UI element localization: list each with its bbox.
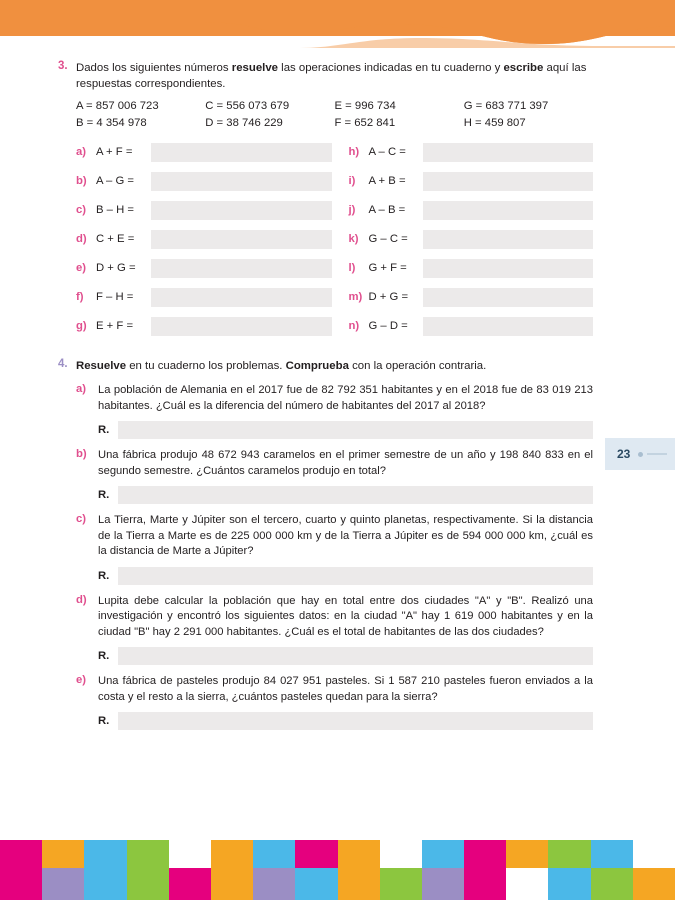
operation-label-n: n) — [348, 320, 360, 332]
operation-row — [76, 228, 332, 250]
operation-answer-input-a[interactable] — [151, 143, 332, 162]
operation-answer-input-l[interactable] — [423, 259, 593, 278]
value-H: H = 459 807 — [463, 116, 526, 129]
strip-block-top — [633, 840, 675, 868]
operation-label-h: h) — [348, 146, 360, 158]
operations-column-right — [348, 141, 593, 344]
strip-column — [591, 840, 633, 900]
operation-label-m: m) — [348, 291, 363, 303]
operation-answer-input-g[interactable] — [151, 317, 332, 336]
exercise-3-instruction-bold2: escribe — [503, 62, 544, 74]
operation-row — [76, 170, 332, 192]
strip-column — [0, 840, 42, 900]
answer-label-d: R. — [98, 650, 110, 662]
strip-column — [295, 840, 337, 900]
strip-block-top — [548, 840, 590, 868]
operation-answer-input-k[interactable] — [423, 230, 593, 249]
operation-label-k: k) — [348, 233, 359, 245]
problem-answer-input-c[interactable] — [118, 567, 593, 585]
strip-column — [422, 840, 464, 900]
exercise-4 — [0, 358, 675, 730]
operation-answer-input-j[interactable] — [423, 201, 593, 220]
answer-label-c: R. — [98, 569, 110, 582]
operation-row — [348, 315, 593, 337]
operation-row — [348, 199, 593, 221]
operation-answer-input-d[interactable] — [151, 230, 332, 249]
strip-block-top — [42, 840, 84, 868]
strip-block-bottom — [295, 868, 337, 900]
operation-row — [348, 286, 593, 308]
given-values-row — [76, 98, 593, 115]
strip-block-bottom — [338, 868, 380, 900]
problem-text-c: La Tierra, Marte y Júpiter son el tercero, cuarto y quinto planetas, respectivamente. Si la distancia de la Tierra a Marte es de 225 000 000 km y de la Tierra a Júpiter es de 594 000 000 km, ¿cuál es la distancia de Marte a Júpiter? — [98, 514, 593, 557]
operation-expression-d: C + E = — [96, 233, 135, 245]
problem-text-a: La población de Alemania en el 2017 fue de 82 792 351 habitantes y en el 2018 fue de 83 019 213 habitantes. ¿Cuál es la diferencia del número de habitantes del 2017 al 2018? — [98, 384, 593, 412]
operation-row — [348, 170, 593, 192]
problem-answer-input-a[interactable] — [118, 421, 593, 439]
answer-label-a: R. — [98, 424, 110, 436]
page-content — [0, 60, 675, 730]
exercise-3-instruction-part2: las operaciones indicadas en tu cuaderno y — [278, 62, 504, 74]
value-G: G = 683 771 397 — [463, 100, 549, 112]
exercise-4-instruction-bold1: Resuelve — [76, 360, 127, 372]
strip-block-top — [253, 840, 295, 868]
strip-block-bottom — [380, 868, 422, 900]
problem-item-d — [76, 594, 593, 666]
operation-row — [348, 141, 593, 163]
value-B: B = 4 354 978 — [76, 116, 147, 129]
problem-answer-row-c — [98, 567, 593, 585]
strip-block-top — [127, 840, 169, 868]
strip-block-bottom — [169, 868, 211, 900]
operation-row — [348, 228, 593, 250]
page-number: 23 — [617, 447, 631, 461]
strip-column — [338, 840, 380, 900]
operation-expression-c: B – H = — [96, 204, 134, 216]
exercise-3-instruction-part3: aquí las respuestas correspondientes. — [76, 62, 587, 90]
operation-label-i: i) — [348, 175, 356, 187]
operations-grid — [76, 141, 593, 344]
exercise-4-instruction-part2: con la operación contraria. — [348, 360, 487, 372]
operations-column-left — [76, 141, 332, 344]
exercise-4-instruction-part1: en tu cuaderno los problemas. — [126, 360, 286, 372]
exercise-3-instruction-bold1: resuelve — [231, 62, 278, 74]
problem-item-a — [76, 383, 593, 439]
strip-block-top — [338, 840, 380, 868]
strip-block-top — [169, 840, 211, 868]
strip-column — [253, 840, 295, 900]
strip-block-bottom — [127, 868, 169, 900]
operation-expression-i: A + B = — [368, 175, 406, 187]
operation-expression-a: A + F = — [96, 146, 133, 158]
problem-label-c: c) — [76, 513, 87, 525]
strip-column — [211, 840, 253, 900]
strip-block-bottom — [548, 868, 590, 900]
problem-answer-input-b[interactable] — [118, 486, 593, 504]
strip-column — [42, 840, 84, 900]
strip-block-top — [295, 840, 337, 868]
operation-answer-input-e[interactable] — [151, 259, 332, 278]
operation-label-g: g) — [76, 320, 87, 332]
strip-column — [633, 840, 675, 900]
problem-answer-row-a — [98, 421, 593, 439]
problem-text-e: Una fábrica de pasteles produjo 84 027 951 pasteles. Si 1 587 210 pasteles fueron enviados a la costa y el resto a la sierra, ¿cuántos pasteles quedan para la sierra? — [98, 675, 593, 703]
operation-expression-m: D + G = — [368, 291, 409, 303]
operation-expression-k: G – C = — [368, 233, 408, 245]
operation-label-a: a) — [76, 146, 87, 158]
strip-block-bottom — [422, 868, 464, 900]
operation-answer-input-h[interactable] — [423, 143, 593, 162]
operation-label-b: b) — [76, 175, 87, 187]
operation-row — [76, 257, 332, 279]
value-E: E = 996 734 — [334, 100, 396, 112]
exercise-3-instruction — [76, 60, 593, 92]
strip-block-bottom — [633, 868, 675, 900]
given-values-row — [76, 115, 593, 132]
operation-row — [76, 315, 332, 337]
operation-label-c: c) — [76, 204, 87, 216]
exercise-3-number: 3. — [58, 60, 68, 72]
operation-expression-j: A – B = — [368, 204, 406, 216]
problem-answer-input-e[interactable] — [118, 712, 593, 730]
operation-expression-l: G + F = — [368, 262, 407, 274]
problem-item-b — [76, 448, 593, 504]
banner-wave-underline — [0, 36, 675, 48]
operation-expression-f: F – H = — [96, 291, 134, 303]
strip-block-top — [0, 840, 42, 868]
problem-label-b: b) — [76, 448, 87, 460]
strip-column — [464, 840, 506, 900]
value-F: F = 652 841 — [334, 116, 396, 129]
operation-label-l: l) — [348, 262, 356, 274]
problem-answer-row-d — [98, 647, 593, 665]
strip-block-bottom — [506, 868, 548, 900]
strip-block-bottom — [211, 868, 253, 900]
value-A: A = 857 006 723 — [76, 100, 159, 112]
strip-column — [169, 840, 211, 900]
operation-answer-input-n[interactable] — [423, 317, 593, 336]
problem-answer-row-b — [98, 486, 593, 504]
exercise-4-instruction — [76, 358, 593, 374]
strip-block-top — [506, 840, 548, 868]
operation-label-f: f) — [76, 291, 84, 303]
value-D: D = 38 746 229 — [205, 116, 283, 129]
operation-label-j: j) — [348, 204, 356, 216]
problem-text-d: Lupita debe calcular la población que hay en total entre dos ciudades "A" y "B". Realizó una investigación y encontró los siguientes datos: en la ciudad "A" hay 1 619 000 habitantes y en la ciudad "B" hay 2 291 000 habitantes. ¿Cuál es el total de habitantes de las dos ciudades? — [98, 594, 593, 638]
operation-row — [76, 286, 332, 308]
strip-block-bottom — [464, 868, 506, 900]
strip-block-top — [422, 840, 464, 868]
problem-label-d: d) — [76, 593, 87, 606]
operation-answer-input-c[interactable] — [151, 201, 332, 220]
operation-answer-input-f[interactable] — [151, 288, 332, 307]
strip-block-top — [211, 840, 253, 868]
problem-item-e — [76, 674, 593, 730]
strip-block-top — [380, 840, 422, 868]
exercise-4-number: 4. — [58, 358, 68, 370]
strip-block-bottom — [0, 868, 42, 900]
strip-block-top — [464, 840, 506, 868]
strip-block-bottom — [42, 868, 84, 900]
operation-expression-h: A – C = — [368, 146, 406, 158]
strip-column — [506, 840, 548, 900]
given-values-table — [76, 98, 593, 131]
strip-column — [127, 840, 169, 900]
strip-block-top — [84, 840, 126, 868]
operation-expression-b: A – G = — [96, 175, 134, 187]
answer-label-b: R. — [98, 489, 110, 501]
bottom-decorative-strip — [0, 840, 675, 900]
strip-block-bottom — [84, 868, 126, 900]
operation-expression-n: G – D = — [368, 320, 408, 332]
problem-answer-input-d[interactable] — [118, 647, 593, 665]
operation-label-e: e) — [76, 262, 87, 274]
strip-column — [548, 840, 590, 900]
answer-label-e: R. — [98, 715, 110, 727]
value-C: C = 556 073 679 — [205, 100, 290, 112]
strip-block-bottom — [253, 868, 295, 900]
strip-column — [84, 840, 126, 900]
operation-expression-e: D + G = — [96, 262, 136, 274]
operation-answer-input-m[interactable] — [423, 288, 593, 307]
exercise-4-instruction-bold2: Comprueba — [285, 360, 349, 372]
problem-label-a: a) — [76, 383, 87, 395]
operation-answer-input-i[interactable] — [423, 172, 593, 191]
problem-text-b: Una fábrica produjo 48 672 943 caramelos en el primer semestre de un año y 198 840 833 en el segundo semestre. ¿Cuántos caramelos produjo en total? — [98, 449, 593, 477]
strip-block-top — [591, 840, 633, 868]
problem-label-e: e) — [76, 674, 87, 686]
operation-row — [76, 199, 332, 221]
strip-column — [380, 840, 422, 900]
operation-answer-input-b[interactable] — [151, 172, 332, 191]
operation-row — [348, 257, 593, 279]
strip-block-bottom — [591, 868, 633, 900]
problem-item-c — [76, 513, 593, 585]
operation-row — [76, 141, 332, 163]
operation-expression-g: E + F = — [96, 320, 134, 332]
operation-label-d: d) — [76, 233, 87, 245]
exercise-3 — [0, 60, 675, 344]
problem-answer-row-e — [98, 712, 593, 730]
exercise-3-instruction-part1: Dados los siguientes números — [76, 62, 232, 74]
